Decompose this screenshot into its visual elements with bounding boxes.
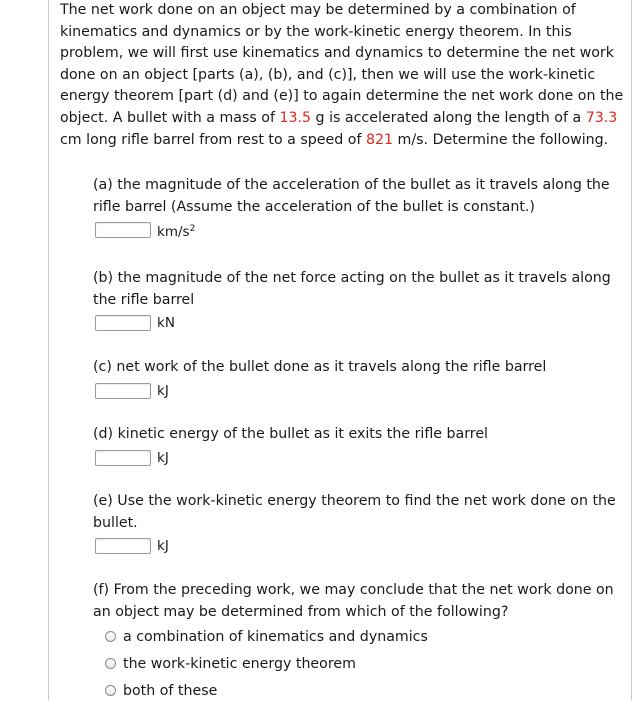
part-a-unit <box>157 221 195 240</box>
part-a-unit-exponent: 2 <box>189 223 196 234</box>
part-f-option-3-label: both of these <box>123 682 218 699</box>
part-c-answer-row <box>93 381 628 401</box>
part-e <box>93 491 628 556</box>
speed-value: 821 <box>365 131 394 148</box>
part-d-answer-row <box>93 448 628 468</box>
length-value: 73.3 <box>585 109 618 126</box>
part-d <box>93 424 628 468</box>
intro-text-1: The net work done on an object may be determined by a combination of kinematics and dynamics or by the work-kinetic energy theorem. In this problem, we will first use kinematics and dynamics to determine the net work done on an object [parts (a), (b), and (c)], then we will use the work-kinetic energy theorem [part (d) and (e)] to again determine the net work done on the object. A bullet with a mass of <box>60 2 624 126</box>
part-c <box>93 357 628 401</box>
part-a-answer-input[interactable] <box>95 222 151 238</box>
part-d-unit: kJ <box>157 449 169 466</box>
part-f-option-1-label: a combination of kinematics and dynamics <box>123 628 428 645</box>
part-a <box>93 175 628 240</box>
part-e-answer-input[interactable] <box>95 538 151 554</box>
part-b-unit: kN <box>157 315 175 332</box>
intro-text-3: cm long rifle barrel from rest to a speed of <box>60 131 366 148</box>
part-e-question: (e) Use the work-kinetic energy theorem to find the net work done on the bullet. <box>93 493 616 531</box>
part-f <box>93 580 628 704</box>
part-e-unit: kJ <box>157 538 169 555</box>
radio-button-icon[interactable] <box>105 658 116 669</box>
part-d-question: (d) kinetic energy of the bullet as it exits the rifle barrel <box>93 426 488 442</box>
part-f-question: (f) From the preceding work, we may conclude that the net work done on an object may be determined from which of the following? <box>93 582 614 620</box>
radio-button-icon[interactable] <box>105 631 116 642</box>
intro-text-2: g is accelerated along the length of a <box>311 109 586 126</box>
part-f-option-2[interactable] <box>105 650 628 677</box>
problem-statement <box>60 0 626 151</box>
part-c-unit: kJ <box>157 382 169 399</box>
part-a-unit-base: km/s <box>157 223 190 240</box>
part-a-answer-row <box>93 220 628 240</box>
part-b-answer-input[interactable] <box>95 315 151 331</box>
radio-button-icon[interactable] <box>105 685 116 696</box>
part-f-option-2-label: the work-kinetic energy theorem <box>123 655 356 672</box>
part-c-question: (c) net work of the bullet done as it travels along the rifle barrel <box>93 359 547 375</box>
part-a-question: (a) the magnitude of the acceleration of the bullet as it travels along the rifle barrel (Assume the acceleration of the bullet is constant.) <box>93 177 610 215</box>
part-e-answer-row <box>93 536 628 556</box>
part-b-question: (b) the magnitude of the net force acting on the bullet as it travels along the rifle barrel <box>93 270 611 308</box>
mass-value: 13.5 <box>279 109 312 126</box>
part-b-answer-row <box>93 313 628 333</box>
part-d-answer-input[interactable] <box>95 450 151 466</box>
part-f-option-1[interactable] <box>105 623 628 650</box>
part-c-answer-input[interactable] <box>95 383 151 399</box>
part-b <box>93 268 628 333</box>
intro-text-4: m/s. Determine the following. <box>393 131 609 148</box>
